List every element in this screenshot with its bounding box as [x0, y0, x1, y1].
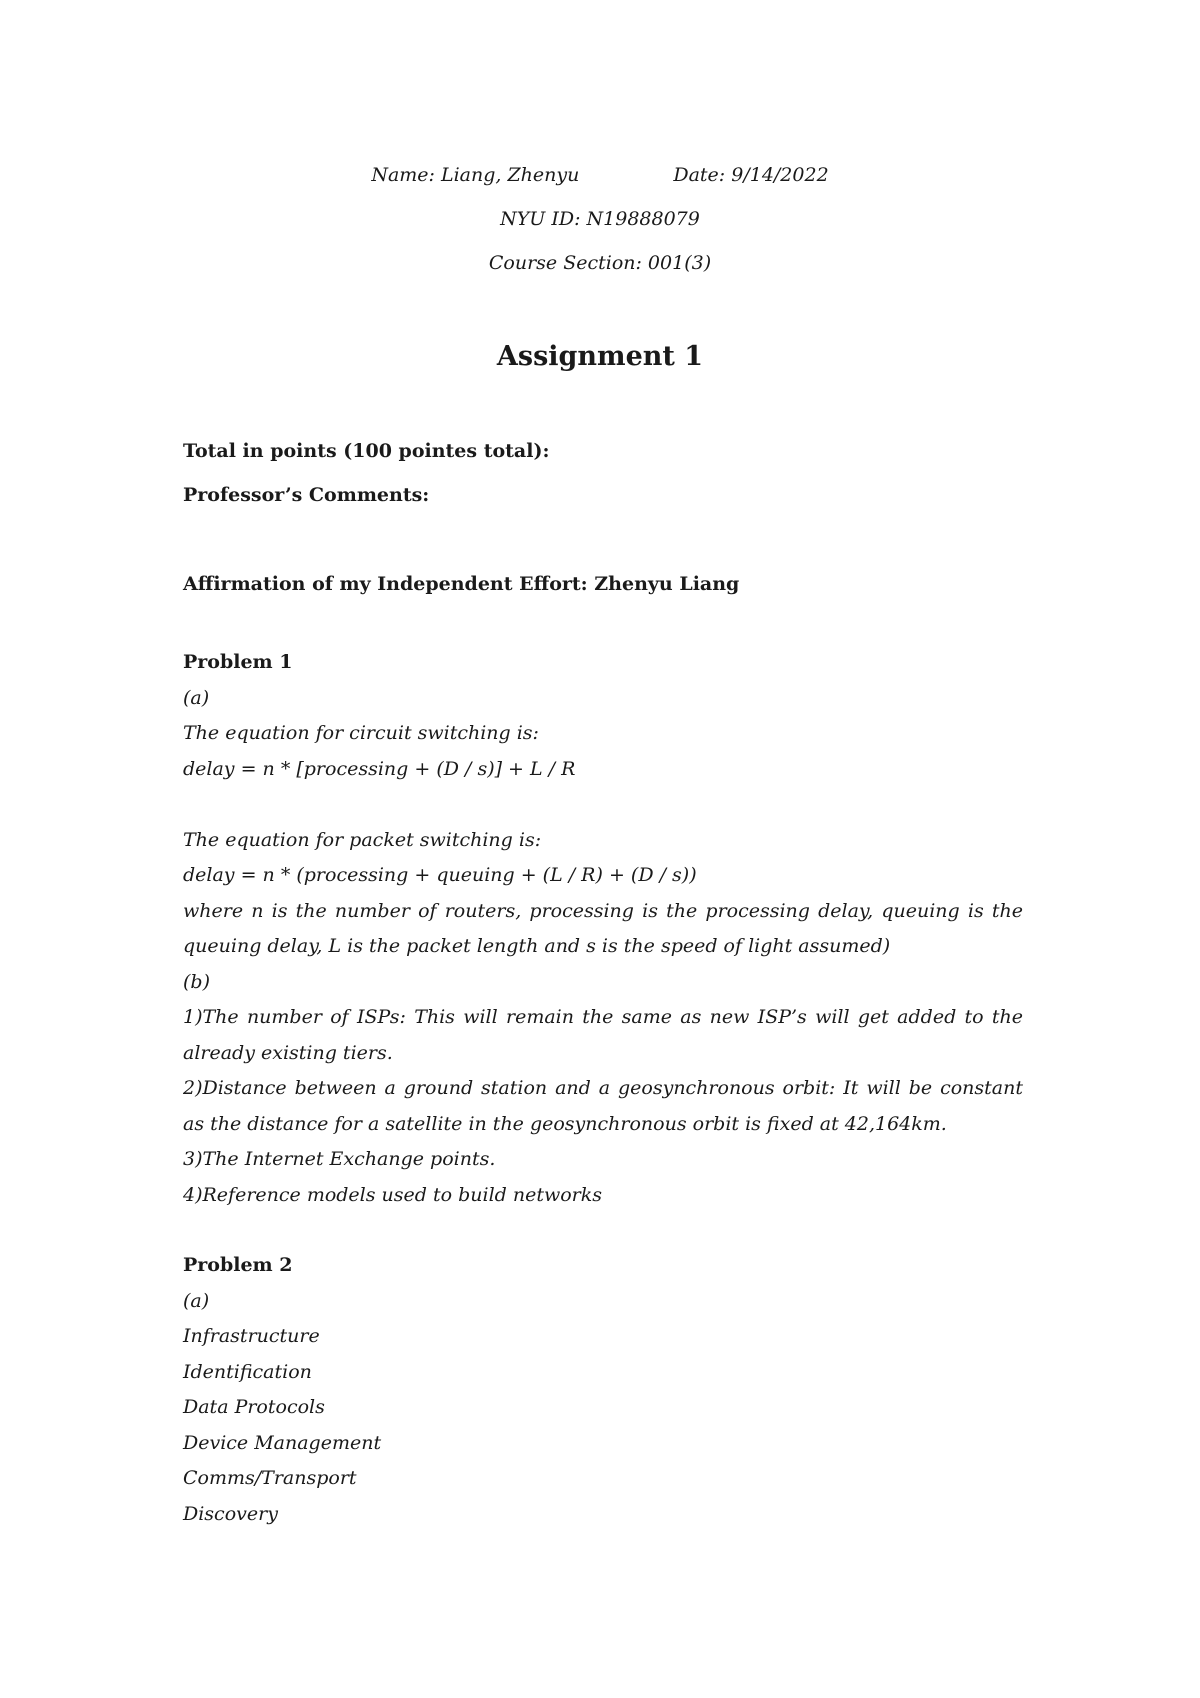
- list-item: Device Management: [183, 1431, 382, 1454]
- problem-2-section: [183, 1248, 1023, 1532]
- list-item: Identification: [183, 1360, 312, 1383]
- problem-1-a-label: (a): [183, 686, 210, 709]
- affirmation: Affirmation of my Independent Effort: Zhenyu Liang: [183, 573, 740, 595]
- circuit-switching-equation: delay = n * [processing + (D / s)] + L / R: [183, 757, 576, 780]
- student-name: Name: Liang, Zhenyu: [371, 164, 580, 186]
- nyu-id: NYU ID: N19888079: [500, 208, 700, 230]
- answer-item-2: 2)Distance between a ground station and a geosynchronous orbit: It will be constant as the distance for a satellite in the geosynchronous orbit is fixed at 42,164km.: [183, 1077, 1023, 1135]
- answer-item-4: 4)Reference models used to build networks: [183, 1183, 603, 1206]
- problem-1-heading: Problem 1: [183, 651, 293, 673]
- circuit-switching-intro: The equation for circuit switching is:: [183, 722, 539, 744]
- list-item: Infrastructure: [183, 1325, 320, 1347]
- variable-definitions: where n is the number of routers, processing is the processing delay, queuing is the queuing delay, L is the packet length and s is the speed of light assumed): [183, 899, 1023, 957]
- name-date-line: [0, 162, 1200, 188]
- problem-1-section: [183, 645, 1023, 1213]
- professor-comments: Professor’s Comments:: [183, 484, 430, 506]
- list-item: Discovery: [183, 1502, 278, 1525]
- problem-1-b-label: (b): [183, 970, 210, 993]
- total-points: Total in points (100 pointes total):: [183, 440, 550, 462]
- answer-item-1: 1)The number of ISPs: This will remain the same as new ISP’s will get added to the already existing tiers.: [183, 1006, 1023, 1064]
- problem-2-a-label: (a): [183, 1289, 210, 1312]
- answer-item-3: 3)The Internet Exchange points.: [183, 1148, 496, 1170]
- problem-2-heading: Problem 2: [183, 1254, 293, 1276]
- list-item: Comms/Transport: [183, 1467, 357, 1489]
- submission-date: Date: 9/14/2022: [673, 164, 829, 186]
- packet-switching-intro: The equation for packet switching is:: [183, 828, 542, 851]
- document-title: Assignment 1: [496, 341, 704, 372]
- packet-switching-equation: delay = n * (processing + queuing + (L / R) + (D / s)): [183, 864, 697, 886]
- course-section: Course Section: 001(3): [488, 252, 712, 274]
- list-item: Data Protocols: [183, 1396, 325, 1418]
